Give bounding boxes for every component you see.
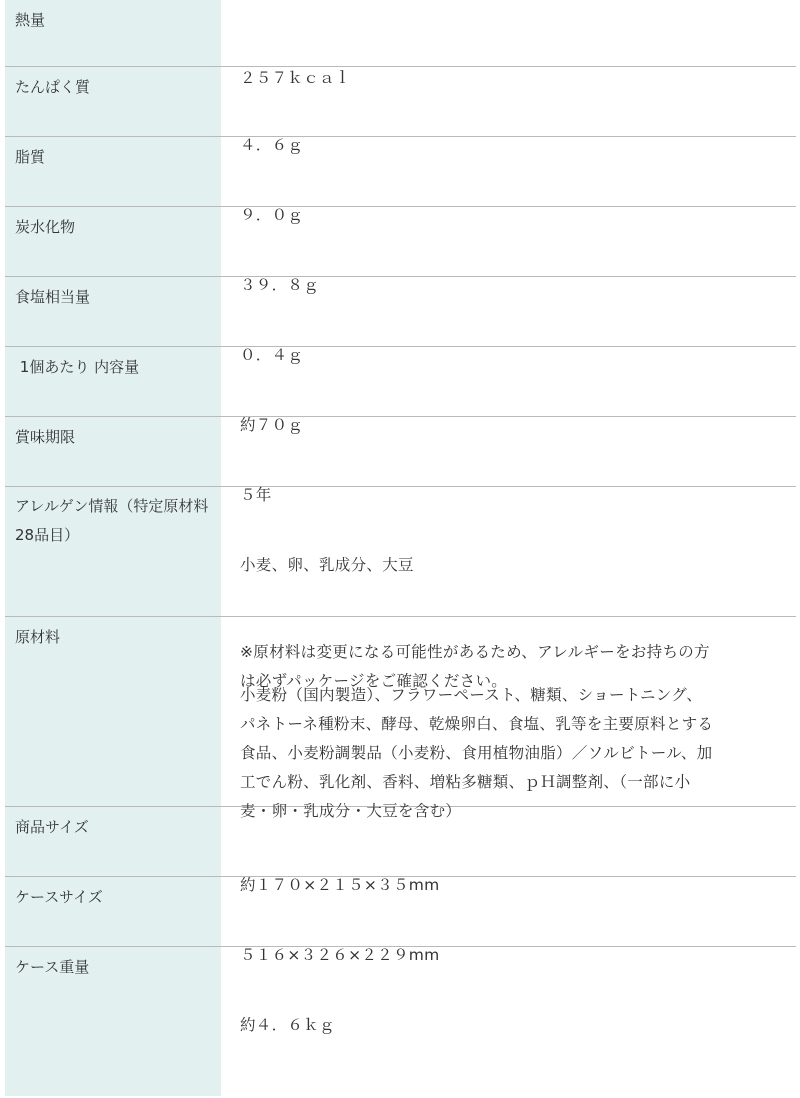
spec-row-protein xyxy=(5,67,796,154)
spec-value-line: 約１７０×２１５×３５mm xyxy=(240,876,440,894)
spec-row-product-size xyxy=(5,807,796,894)
spec-value-line: ３９．８ｇ xyxy=(240,276,320,294)
spec-value xyxy=(221,133,796,224)
spec-label: アレルゲン情報（特定原材料28品目） xyxy=(15,497,209,544)
spec-value xyxy=(221,343,796,434)
spec-row-ingredients xyxy=(5,617,796,820)
spec-row-case-size xyxy=(5,877,796,964)
spec-value xyxy=(221,63,796,154)
spec-label: 原材料 xyxy=(15,628,61,646)
spec-value-line: ０．４ｇ xyxy=(240,346,304,364)
spec-label: 賞味期限 xyxy=(15,428,76,446)
spec-row-salt xyxy=(5,277,796,364)
spec-value-line: 約７０ｇ xyxy=(240,416,304,434)
spec-value-line: ５年 xyxy=(240,486,272,504)
spec-label: 熱量 xyxy=(15,11,46,29)
spec-value xyxy=(221,803,796,894)
spec-value-line: ※原材料は変更になる可能性があるため、アレルギーをお持ちの方は必ずパッケージをご確認ください。 xyxy=(240,643,710,690)
spec-value-line: 小麦、卵、乳成分、大豆 xyxy=(240,556,414,574)
spec-row-content-weight xyxy=(5,347,796,434)
spec-label: 食塩相当量 xyxy=(15,288,91,306)
spec-row-case-weight xyxy=(5,947,796,1097)
spec-value xyxy=(221,613,796,820)
spec-value-line: 約４．６ｋｇ xyxy=(240,1016,335,1034)
spec-row-allergens xyxy=(5,487,796,690)
spec-label: 1個あたり 内容量 xyxy=(15,358,140,376)
spec-value xyxy=(221,873,796,964)
spec-label: たんぱく質 xyxy=(15,78,91,96)
product-spec-table xyxy=(5,0,796,1097)
spec-label: 炭水化物 xyxy=(15,218,76,236)
spec-row-best-before xyxy=(5,417,796,504)
spec-value-line: ２５７ｋｃａｌ xyxy=(240,69,351,87)
spec-value-line: ９．０ｇ xyxy=(240,206,304,224)
spec-row-fat xyxy=(5,137,796,224)
spec-value xyxy=(221,943,796,1097)
spec-label: ケース重量 xyxy=(15,958,90,976)
spec-value xyxy=(221,413,796,504)
spec-value-line: ５１６×３２６×２２９mm xyxy=(240,946,440,964)
spec-label: 脂質 xyxy=(15,148,46,166)
spec-label: ケースサイズ xyxy=(15,888,103,906)
spec-value xyxy=(221,273,796,364)
spec-value xyxy=(221,483,796,690)
spec-value xyxy=(221,0,796,87)
spec-row-carbohydrate xyxy=(5,207,796,294)
spec-value xyxy=(221,203,796,294)
spec-label: 商品サイズ xyxy=(15,818,89,836)
spec-value-line: 小麦粉（国内製造）、フラワーペースト、糖類、ショートニング、パネトーネ種粉末、酵母、乾燥卵白、食塩、乳等を主要原料とする食品、小麦粉調製品（小麦粉、食用植物油脂）／ソルビトール、加工でん粉、乳化剤、香料、増粘多糖類、ｐＨ調整剤、（一部に小麦・卵・乳成分・大豆を含む） xyxy=(240,686,714,820)
spec-value-line: ４．６ｇ xyxy=(240,136,304,154)
